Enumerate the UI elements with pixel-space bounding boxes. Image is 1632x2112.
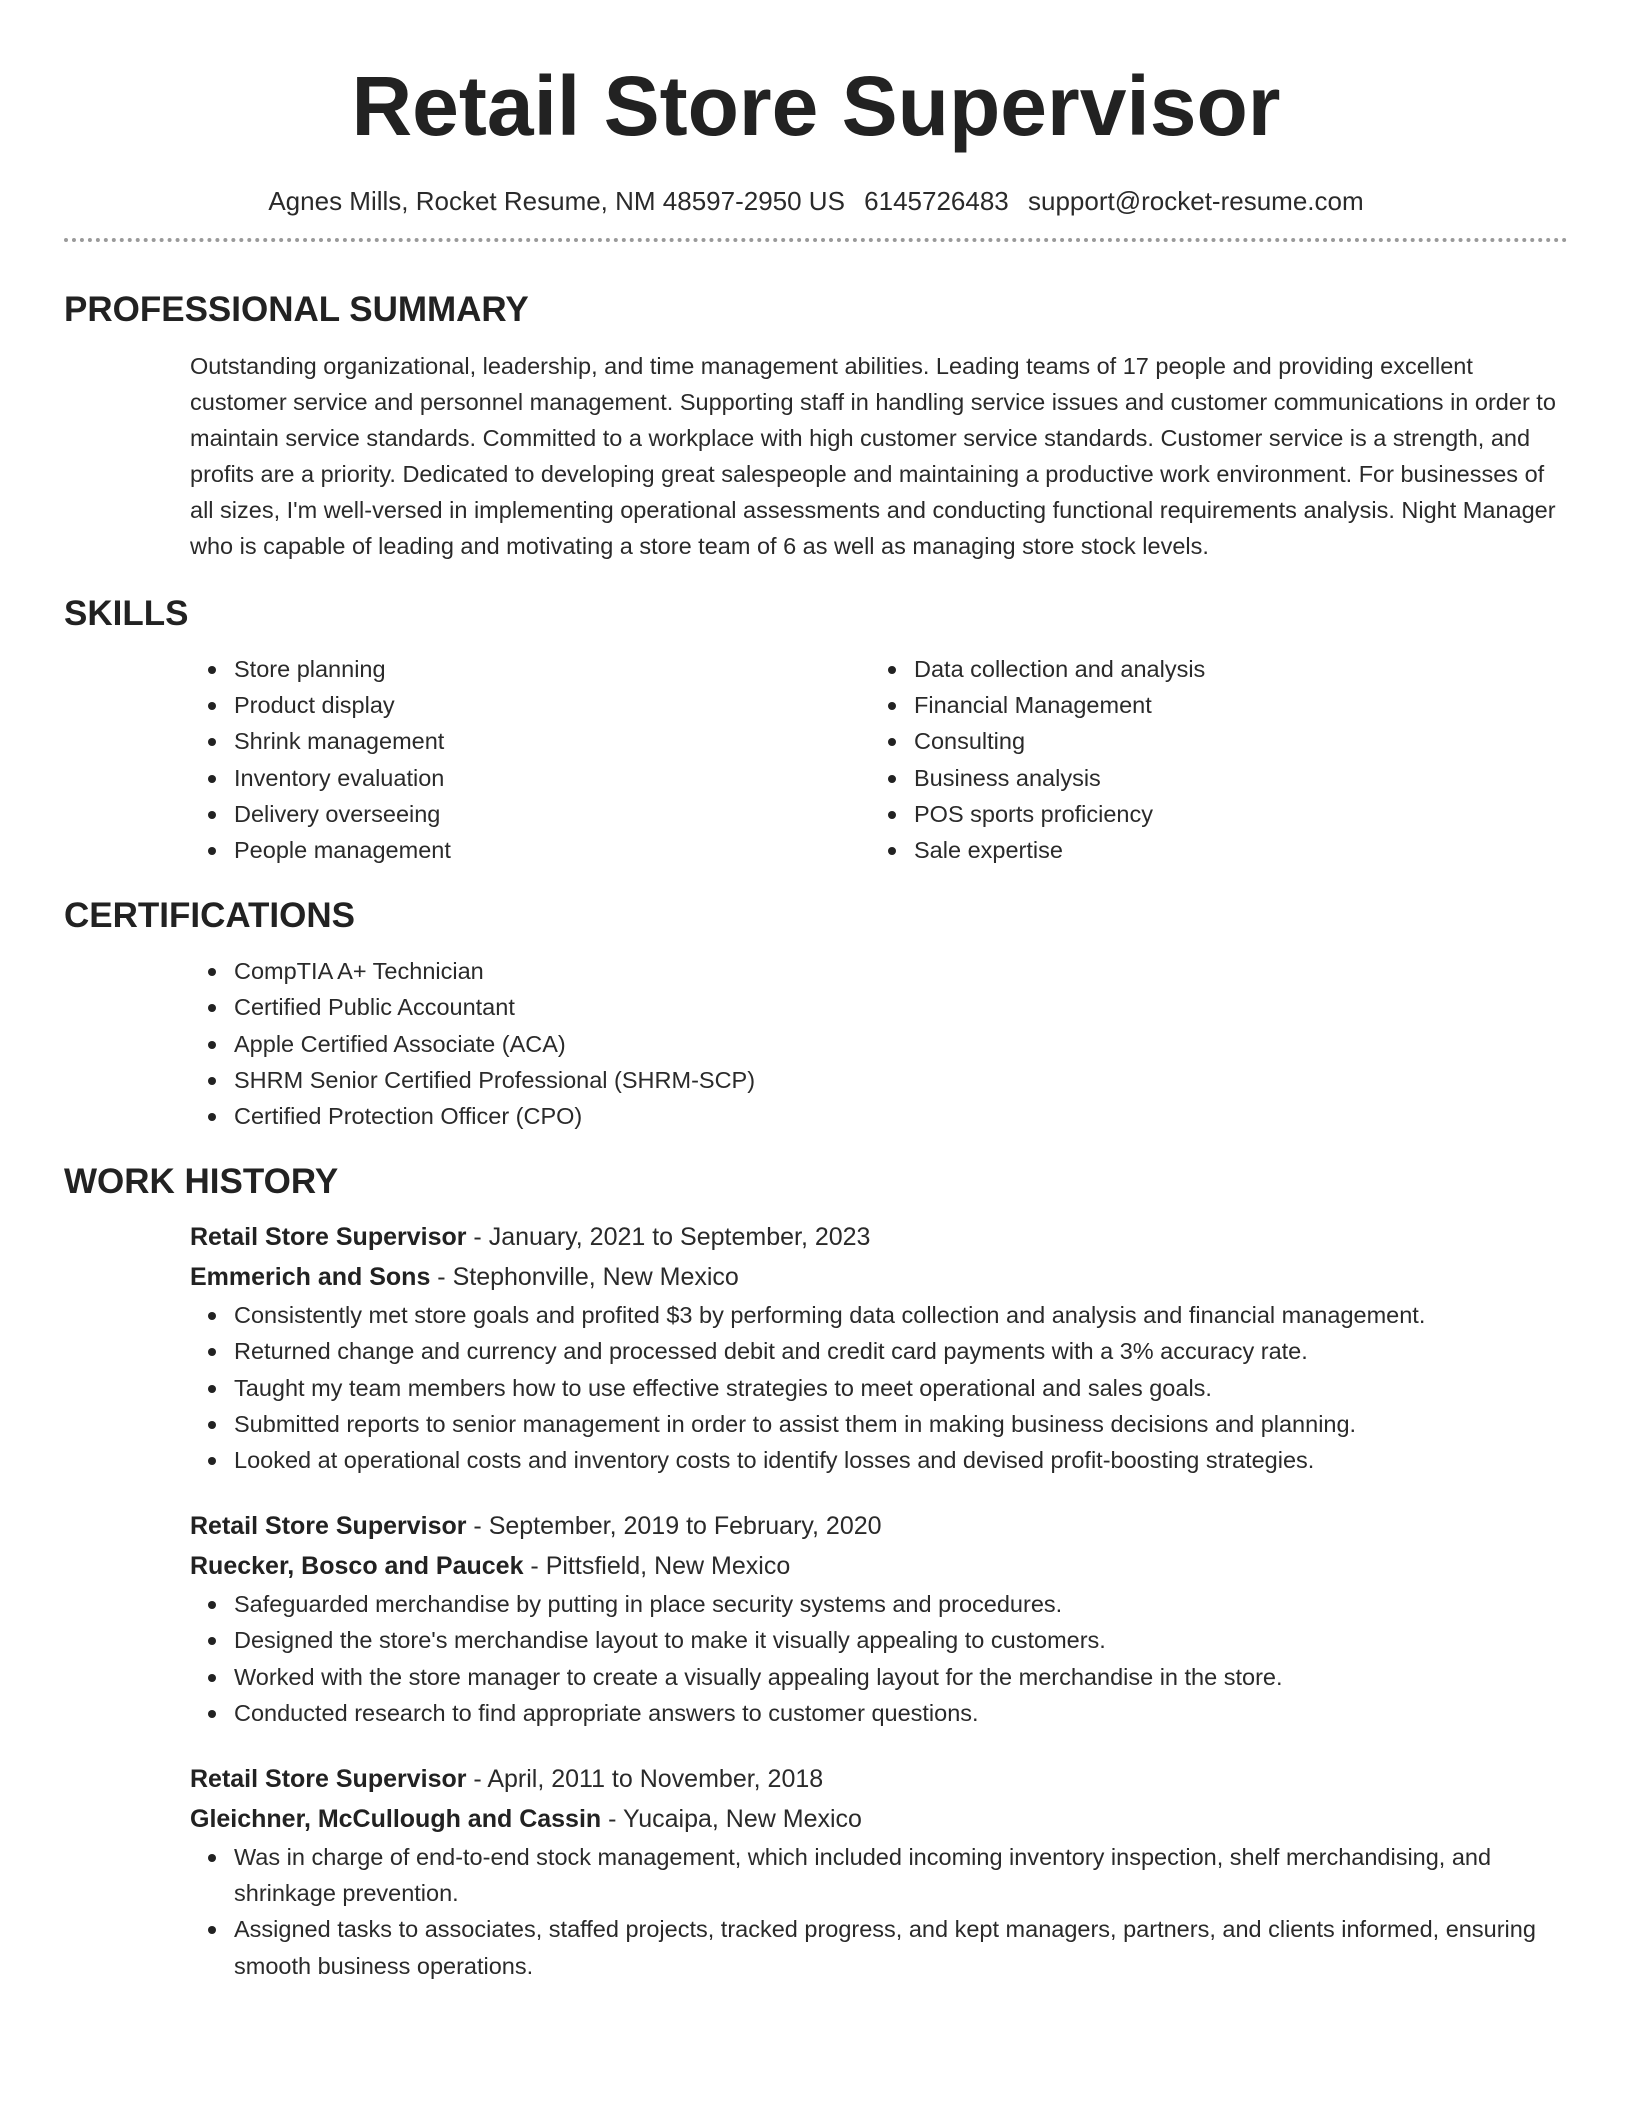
job-company-line (64, 1799, 1568, 1839)
skill-item: Data collection and analysis (914, 651, 1424, 687)
summary-text: Outstanding organizational, leadership, and time management abilities. Leading teams of 17 people and providing excellent customer service and personnel management. Supporting staff in handling service issues and customer communications in order to maintain service standards. Committed to a workplace with high customer service standards. Customer service is a strength, and profits are a priority. Dedicated to developing great salespeople and maintaining a productive work environment. For businesses of all sizes, I'm well-versed in implementing operational assessments and conducting functional requirements analysis. Night Manager who is capable of leading and motivating a store team of 6 as well as managing store stock levels. (190, 353, 1556, 559)
job-dates: - January, 2021 to September, 2023 (466, 1223, 871, 1252)
job-company: Emmerich and Sons (190, 1263, 431, 1292)
job-company: Gleichner, McCullough and Cassin (190, 1805, 602, 1834)
skill-item: Financial Management (914, 687, 1424, 723)
certification-item: Certified Public Accountant (234, 989, 1568, 1025)
job-company-line (64, 1257, 1568, 1297)
skills-column-right (744, 651, 1424, 868)
summary-heading: PROFESSIONAL SUMMARY (64, 290, 529, 329)
skill-item: Sale expertise (914, 832, 1424, 868)
job-location: - Pittsfield, New Mexico (523, 1552, 791, 1581)
job-location: - Yucaipa, New Mexico (601, 1805, 862, 1834)
job-dates: - April, 2011 to November, 2018 (466, 1765, 824, 1794)
skill-item: Business analysis (914, 760, 1424, 796)
contact-line (64, 184, 1568, 218)
job-bullet: Returned change and currency and processed debit and credit card payments with a 3% accuracy rate. (234, 1333, 1568, 1369)
job-bullet: Conducted research to find appropriate answers to customer questions. (234, 1695, 1568, 1731)
job-title: Retail Store Supervisor (190, 1512, 467, 1541)
skill-item: Shrink management (234, 723, 744, 759)
job-title-line (64, 1506, 1568, 1546)
job-title: Retail Store Supervisor (190, 1223, 467, 1252)
job-title-line (64, 1217, 1568, 1257)
job-entry (64, 1506, 1568, 1731)
contact-address: Agnes Mills, Rocket Resume, NM 48597-2950 US (268, 186, 845, 216)
resume-title: Retail Store Supervisor (351, 59, 1281, 153)
job-company-line (64, 1546, 1568, 1586)
contact-phone[interactable]: 6145726483 (864, 186, 1009, 216)
job-bullet: Taught my team members how to use effective strategies to meet operational and sales goals. (234, 1370, 1568, 1406)
summary-section (64, 348, 1568, 564)
skills-list (64, 651, 1568, 868)
certifications-heading: CERTIFICATIONS (64, 896, 356, 936)
certification-item: SHRM Senior Certified Professional (SHRM-SCP) (234, 1062, 1568, 1098)
certification-item: CompTIA A+ Technician (234, 953, 1568, 989)
contact-email[interactable]: support@rocket-resume.com (1028, 186, 1364, 216)
work-history-heading: WORK HISTORY (64, 1162, 339, 1202)
skill-item: Consulting (914, 723, 1424, 759)
certification-item: Apple Certified Associate (ACA) (234, 1026, 1568, 1062)
job-bullet: Was in charge of end-to-end stock management, which included incoming inventory inspection, shelf merchandising, and shrinkage prevention. (234, 1839, 1568, 1911)
job-bullets (64, 1297, 1568, 1478)
job-bullet: Looked at operational costs and inventory costs to identify losses and devised profit-boosting strategies. (234, 1442, 1568, 1478)
header-divider (64, 238, 1568, 242)
job-dates: - September, 2019 to February, 2020 (466, 1512, 882, 1541)
job-entry (64, 1217, 1568, 1478)
job-bullet: Worked with the store manager to create a visually appealing layout for the merchandise in the store. (234, 1659, 1568, 1695)
skill-item: People management (234, 832, 744, 868)
job-location: - Stephonville, New Mexico (430, 1263, 739, 1292)
job-title-line (64, 1759, 1568, 1799)
skill-item: Inventory evaluation (234, 760, 744, 796)
job-bullet: Safeguarded merchandise by putting in place security systems and procedures. (234, 1586, 1568, 1622)
skill-item: POS sports proficiency (914, 796, 1424, 832)
job-bullet: Consistently met store goals and profited $3 by performing data collection and analysis and financial management. (234, 1297, 1568, 1333)
resume-page (64, 0, 1568, 1984)
job-company: Ruecker, Bosco and Paucek (190, 1552, 524, 1581)
certifications-list (64, 953, 1568, 1134)
skills-column-left (64, 651, 744, 868)
certification-item: Certified Protection Officer (CPO) (234, 1098, 1568, 1134)
skill-item: Delivery overseeing (234, 796, 744, 832)
job-bullet: Designed the store's merchandise layout to make it visually appealing to customers. (234, 1622, 1568, 1658)
job-bullets (64, 1839, 1568, 1984)
skill-item: Store planning (234, 651, 744, 687)
job-bullets (64, 1586, 1568, 1731)
job-bullet: Assigned tasks to associates, staffed projects, tracked progress, and kept managers, partners, and clients informed, ensuring smooth business operations. (234, 1911, 1568, 1983)
skills-heading: SKILLS (64, 594, 189, 633)
job-title: Retail Store Supervisor (190, 1765, 467, 1794)
job-bullet: Submitted reports to senior management in order to assist them in making business decisions and planning. (234, 1406, 1568, 1442)
job-entry (64, 1759, 1568, 1984)
skill-item: Product display (234, 687, 744, 723)
